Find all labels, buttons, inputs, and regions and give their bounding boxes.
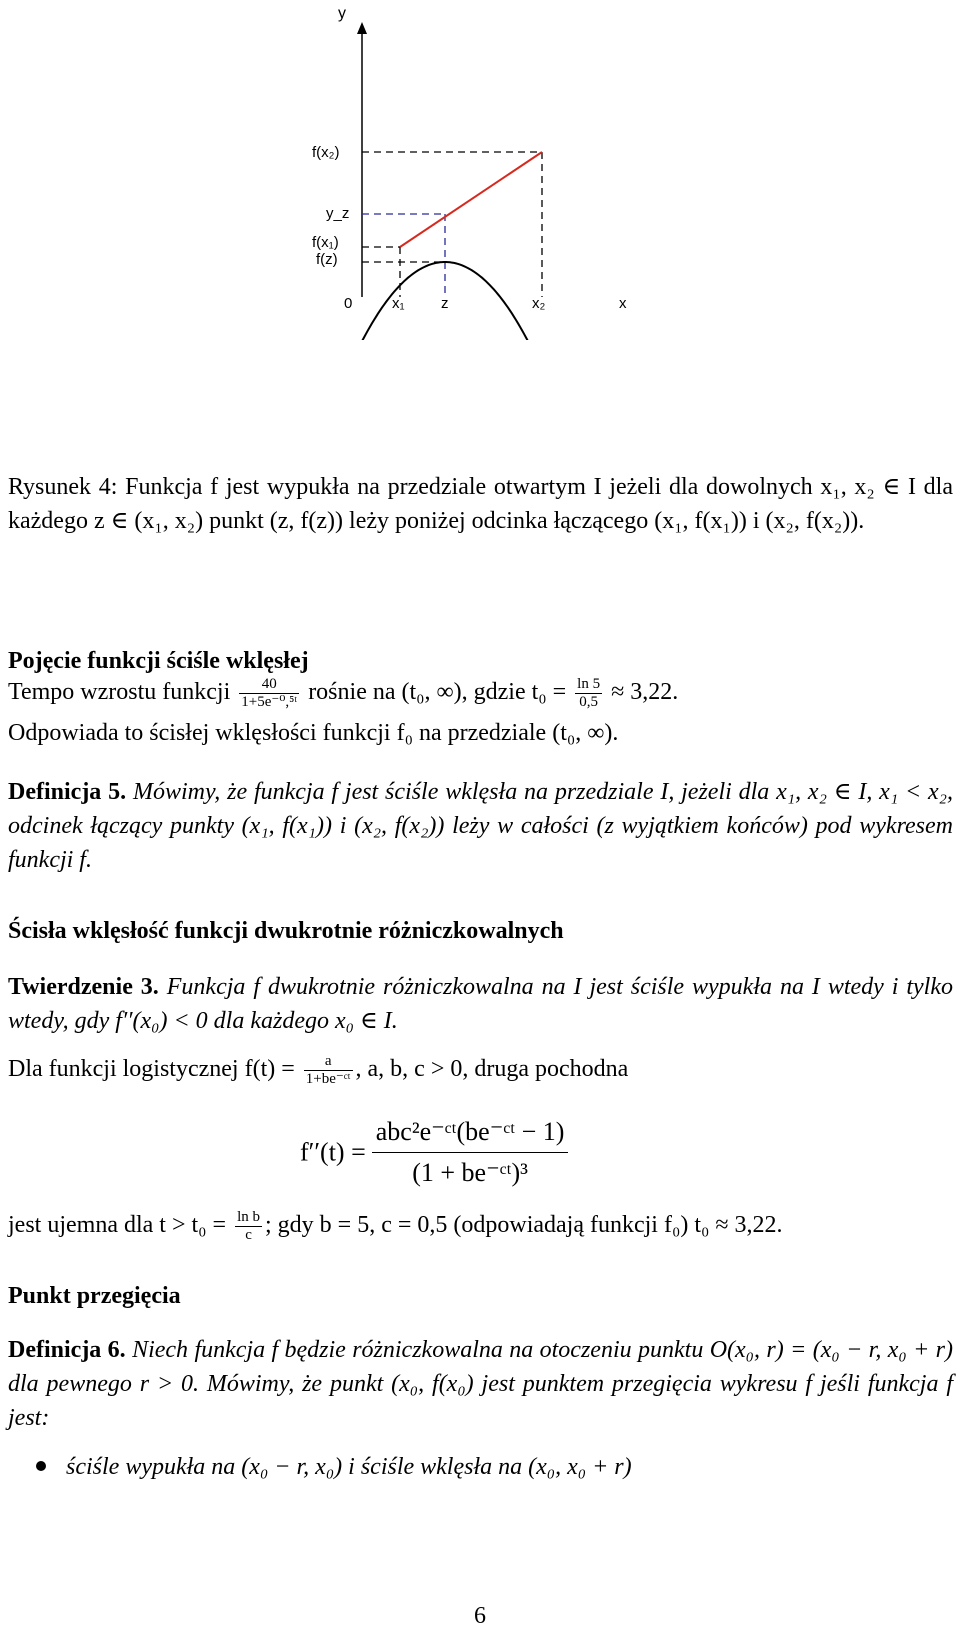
section-title-twice-differentiable: Ścisła wklęsłość funkcji dwukrotnie różniczkowalnych <box>8 918 564 944</box>
chord-segment <box>400 152 542 247</box>
sign-text-a: jest ujemna dla t > t₀ = <box>8 1212 233 1238</box>
y-axis-label: y <box>338 5 346 22</box>
growth-text-a: Tempo wzrostu funkcji <box>8 679 237 705</box>
convexity-figure <box>0 0 960 340</box>
y-axis-arrow <box>357 22 367 34</box>
growth-text-c: ≈ 3,22. <box>605 679 679 705</box>
fraction-lnb-c: $\frac{\text{ln b}}{c}$ <box>237 1208 260 1243</box>
sign-line <box>8 1208 953 1244</box>
theorem-3-label: Twierdzenie 3. <box>8 974 159 1000</box>
definition-6-label: Definicja 6. <box>8 1337 126 1363</box>
logistic-text-b: , a, b, c > 0, druga pochodna <box>355 1056 629 1082</box>
logistic-text-a: Dla funkcji logistycznej f(t) = <box>8 1056 301 1082</box>
fraction-f0: $\frac{40}{\text{1+5e⁻⁰,⁵ᵗ}}$ <box>241 675 298 710</box>
growth-rate-line <box>8 675 953 711</box>
theorem-3-text: Funkcja f dwukrotnie różniczkowalna na I jest ściśle wypukła na I wtedy i tylko wtedy, gdy f′′(x₀) < 0 dla każdego x₀ ∈ I. <box>8 974 954 1034</box>
definition-6-text: Niech funkcja f będzie różniczkowalna na otoczeniu punktu O(x₀, r) = (x₀ − r, x₀ + r) dla pewnego r > 0. Mówimy, że punkt (x₀, f(x₀) jest punktem przegięcia wykresu f jeśli funkcja f jest: <box>8 1337 953 1431</box>
formula-fraction: $\frac{\text{abc²e⁻ᶜᵗ(be⁻ᶜᵗ − 1)}}{\text{(1 + be⁻ᶜᵗ)³}}$ <box>372 1112 569 1193</box>
label-y-z: y_z <box>326 205 350 222</box>
figure-caption: Rysunek 4: Funkcja f jest wypukła na przedziale otwartym I jeżeli dla dowolnych x₁, x₂ ∈ I dla każdego z ∈ (x₁, x₂) punkt (z, f(z)) leży poniżej odcinka łączącego (x₁, f(x₁)) i (x₂, f(x₂)). <box>8 474 953 534</box>
fraction-t0: $\frac{\ln 5}{0,5}$ <box>577 675 601 710</box>
label-x2: x₂ <box>532 295 546 312</box>
bullet-dot <box>36 1461 46 1471</box>
definition-5-label: Definicja 5. <box>8 779 127 805</box>
bullet-list <box>8 1450 953 1484</box>
formula-lhs: f′′(t) = <box>300 1137 366 1167</box>
section-title-strict-concavity: Pojęcie funkcji ściśle wklęsłej <box>8 648 309 674</box>
label-x1: x₁ <box>392 295 405 312</box>
label-f-x1: f(x₁) <box>312 234 339 251</box>
fraction-logistic: $\frac{a}{\text{1+be⁻ᶜᵗ}}$ <box>305 1052 351 1087</box>
dashed-guides <box>362 152 542 297</box>
definition-5-text: Mówimy, że funkcja f jest ściśle wklęsła na przedziale I, jeżeli dla x₁, x₂ ∈ I, x₁ < x₂, odcinek łączący punkty (x₁, f(x₁)) i (x₂, f(x₂)) leży w całości (z wyjątkiem końców) pod wykresem funkcji f. <box>8 779 954 873</box>
second-derivative-formula <box>300 1112 574 1193</box>
definition-6 <box>8 1333 953 1435</box>
definition-5 <box>8 775 953 877</box>
page-number: 6 <box>474 1603 486 1629</box>
logistic-line <box>8 1052 953 1088</box>
sign-text-b: ; gdy b = 5, c = 0,5 (odpowiadają funkcji f₀) t₀ ≈ 3,22. <box>264 1212 783 1238</box>
label-origin: 0 <box>344 295 353 312</box>
label-z: z <box>441 295 449 312</box>
label-f-z: f(z) <box>316 251 338 268</box>
section-title-inflection-point: Punkt przegięcia <box>8 1283 181 1309</box>
growth-text-b: rośnie na (t₀, ∞), gdzie t₀ = <box>302 679 573 705</box>
concavity-note: Odpowiada to ścisłej wklęsłości funkcji f₀ na przedziale (t₀, ∞). <box>8 720 619 746</box>
x-axis-label: x <box>619 295 627 312</box>
bullet-item-1: ściśle wypukła na (x₀ − r, x₀) i ściśle wklęsła na (x₀, x₀ + r) <box>66 1454 632 1480</box>
label-f-x2: f(x₂) <box>312 144 340 161</box>
theorem-3 <box>8 970 953 1038</box>
